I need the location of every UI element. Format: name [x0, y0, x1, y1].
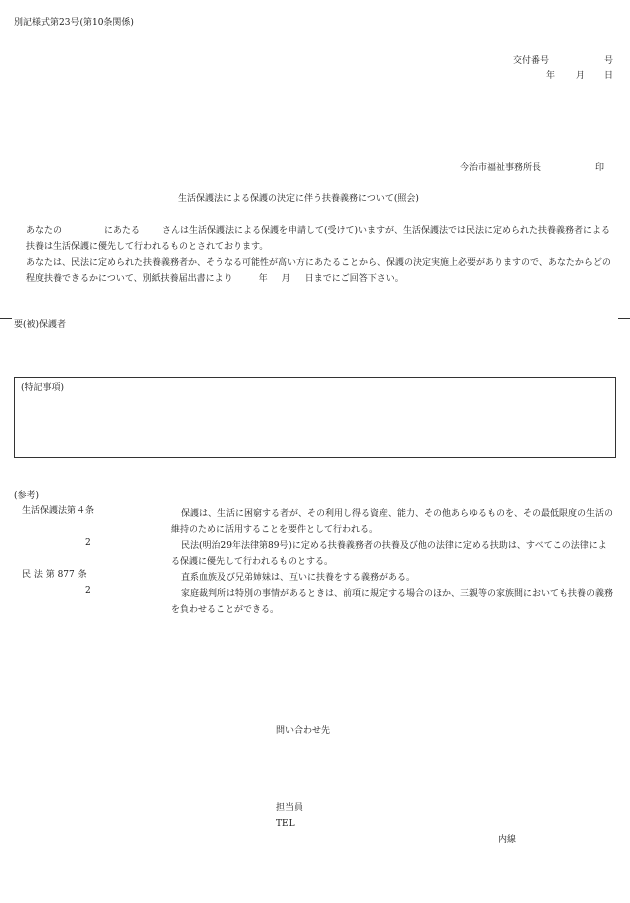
sender-office: 今治市福祉事務所長	[460, 163, 542, 173]
person-label: 担当員	[276, 803, 304, 813]
extension-label: 内線	[498, 835, 517, 845]
clause-number: 2	[85, 586, 91, 596]
law-text: 家庭裁判所は特別の事情があるときは、前項に規定する場合のほか、三親等の家族間においても扶養の義務を負わせることができる。	[171, 589, 614, 615]
law-text: 直系血族及び兄弟姉妹は、互いに扶養をする義務がある。	[181, 573, 416, 583]
clause-number: 2	[85, 538, 91, 548]
right-margin-rule	[618, 318, 630, 319]
law-text: 保護は、生活に困窮する者が、その利用し得る資産、能力、その他あらゆるものを、その最低限度の生活の維持のために活用することを要件として行われる。	[171, 509, 614, 535]
form-number: 別記様式第23号(第10条関係)	[14, 18, 134, 28]
date-year: 年	[546, 71, 556, 81]
issue-number-suffix: 号	[604, 56, 614, 66]
special-notes-box	[14, 377, 616, 458]
issue-number-label: 交付番号	[513, 56, 550, 66]
law-text: 民法(明治29年法律第89号)に定める扶養義務者の扶養及び他の法律に定める扶助は、すべてこの法律による保護に優先して行われるものとする。	[171, 541, 607, 567]
tel-label: TEL	[276, 819, 295, 829]
reference-heading: (参考)	[14, 491, 40, 501]
date-month: 月	[576, 71, 586, 81]
law-label: 民 法 第 877 条	[22, 570, 87, 580]
recipient-label: 要(被)保護者	[14, 320, 67, 330]
special-notes-label: (特記事項)	[21, 383, 65, 393]
inquiry-label: 問い合わせ先	[276, 726, 331, 736]
sender-seal: 印	[595, 163, 605, 173]
date-day: 日	[604, 71, 614, 81]
body-paragraph-1: あなたの にあたる さんは生活保護法による保護を申請して(受けて)いますが、生活保護法では民法に定められた扶養義務者による扶養は生活保護に優先して行われるものとされております。	[26, 226, 611, 252]
law-label: 生活保護法第４条	[22, 506, 95, 516]
body-paragraph-2: あなたは、民法に定められた扶養義務者か、そうなる可能性が高い方にあたることから、保護の決定実施上必要がありますので、あなたからどの程度扶養できるかについて、別紙扶養届出書により 年 月 日までにご回答下さい。	[26, 258, 611, 284]
left-margin-rule	[0, 318, 12, 319]
page-title: 生活保護法による保護の決定に伴う扶養義務について(照会)	[178, 194, 419, 204]
body-text	[26, 223, 618, 287]
